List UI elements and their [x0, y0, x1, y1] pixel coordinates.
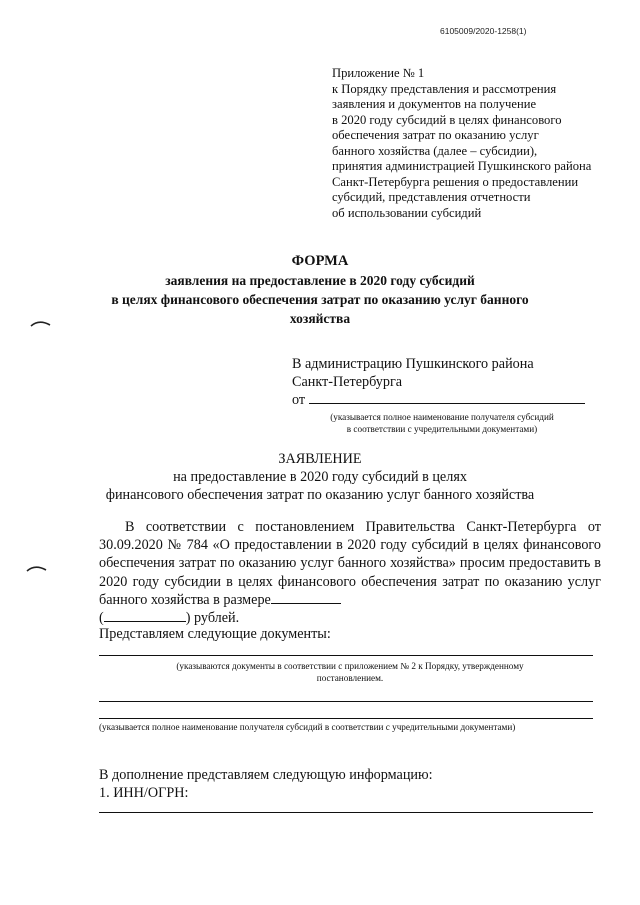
- appendix-line: заявления и документов на получение: [332, 97, 537, 111]
- appendix-line: в 2020 году субсидий в целях финансового: [332, 112, 562, 127]
- body-paragraph: В соответствии с постановлением Правительства Санкт-Петербурга от 30.09.2020 № 784 «О предоставлении в 2020 году субсидий в целях финансового обеспечения затрат по оказанию услуг банного хозяйства» просим предоставить в 2020 году субсидии в целях финансового обеспечения затрат по оказанию услуг банного хозяйства в размере: [99, 519, 601, 608]
- form-subtitle-line: заявления на предоставление в 2020 году субсидий: [165, 273, 475, 288]
- appendix-line: обеспечения затрат по оказанию услуг: [332, 128, 539, 142]
- recipient-note-full: (указывается полное наименование получателя субсидий в соответствии с учредительными документами): [99, 722, 516, 732]
- addressee-block: [292, 355, 592, 435]
- recipient-note-line: (указывается полное наименование получателя субсидий: [330, 412, 554, 422]
- documents-heading: Представляем следующие документы:: [99, 626, 331, 642]
- amount-open: (: [99, 610, 104, 627]
- documents-fill-line: [99, 701, 593, 702]
- recipient-note: [292, 411, 592, 435]
- from-label: от: [292, 392, 306, 408]
- form-subtitle-line: в целях финансового обеспечения затрат по оказанию услуг банного: [111, 292, 529, 307]
- punch-mark-icon: [30, 318, 52, 328]
- application-subtitle-line: на предоставление в 2020 году субсидий в целях: [173, 469, 467, 485]
- form-title: ФОРМА: [291, 253, 349, 269]
- amount-fill-line: [104, 621, 186, 622]
- documents-note-line: (указываются документы в соответствии с приложением № 2 к Порядку, утвержденному: [176, 661, 524, 671]
- application-subtitle-line: финансового обеспечения затрат по оказанию услуг банного хозяйства: [105, 487, 535, 503]
- appendix-block: [332, 66, 622, 221]
- form-title-block: [60, 252, 580, 328]
- addressee-line: Санкт-Петербурга: [292, 374, 403, 390]
- form-subtitle-line: хозяйства: [289, 311, 351, 326]
- appendix-line: к Порядку представления и рассмотрения: [332, 81, 557, 96]
- additional-info-heading: В дополнение представляем следующую информацию:: [99, 767, 433, 783]
- documents-note: [100, 660, 600, 684]
- appendix-line: принятия администрацией Пушкинского района: [332, 159, 592, 173]
- inn-ogrn-label: 1. ИНН/ОГРН:: [99, 785, 189, 801]
- appendix-line: субсидий, представления отчетности: [332, 190, 531, 204]
- punch-mark-icon: [26, 563, 48, 573]
- from-fill-line: [309, 403, 585, 404]
- addressee-line: В администрацию Пушкинского района: [292, 356, 534, 372]
- inn-ogrn-fill-line: [99, 812, 593, 813]
- document-number: 6105009/2020-1258(1): [440, 26, 527, 36]
- application-title: ЗАЯВЛЕНИЕ: [278, 451, 362, 467]
- appendix-line: Санкт-Петербурга решения о предоставлении: [332, 174, 579, 189]
- recipient-note-line: в соответствии с учредительными документами): [346, 424, 538, 434]
- amount-close: ) рублей.: [185, 610, 240, 627]
- recipient-fill-line: [99, 718, 593, 719]
- application-title-block: [60, 450, 580, 504]
- documents-note-line: постановлением.: [316, 673, 384, 683]
- appendix-line: об использовании субсидий: [332, 205, 482, 220]
- appendix-line: Приложение № 1: [332, 66, 425, 80]
- amount-words-fill-line: [271, 603, 341, 604]
- appendix-line: банного хозяйства (далее – субсидии),: [332, 143, 538, 158]
- documents-fill-line: [99, 655, 593, 656]
- application-body: [99, 518, 601, 627]
